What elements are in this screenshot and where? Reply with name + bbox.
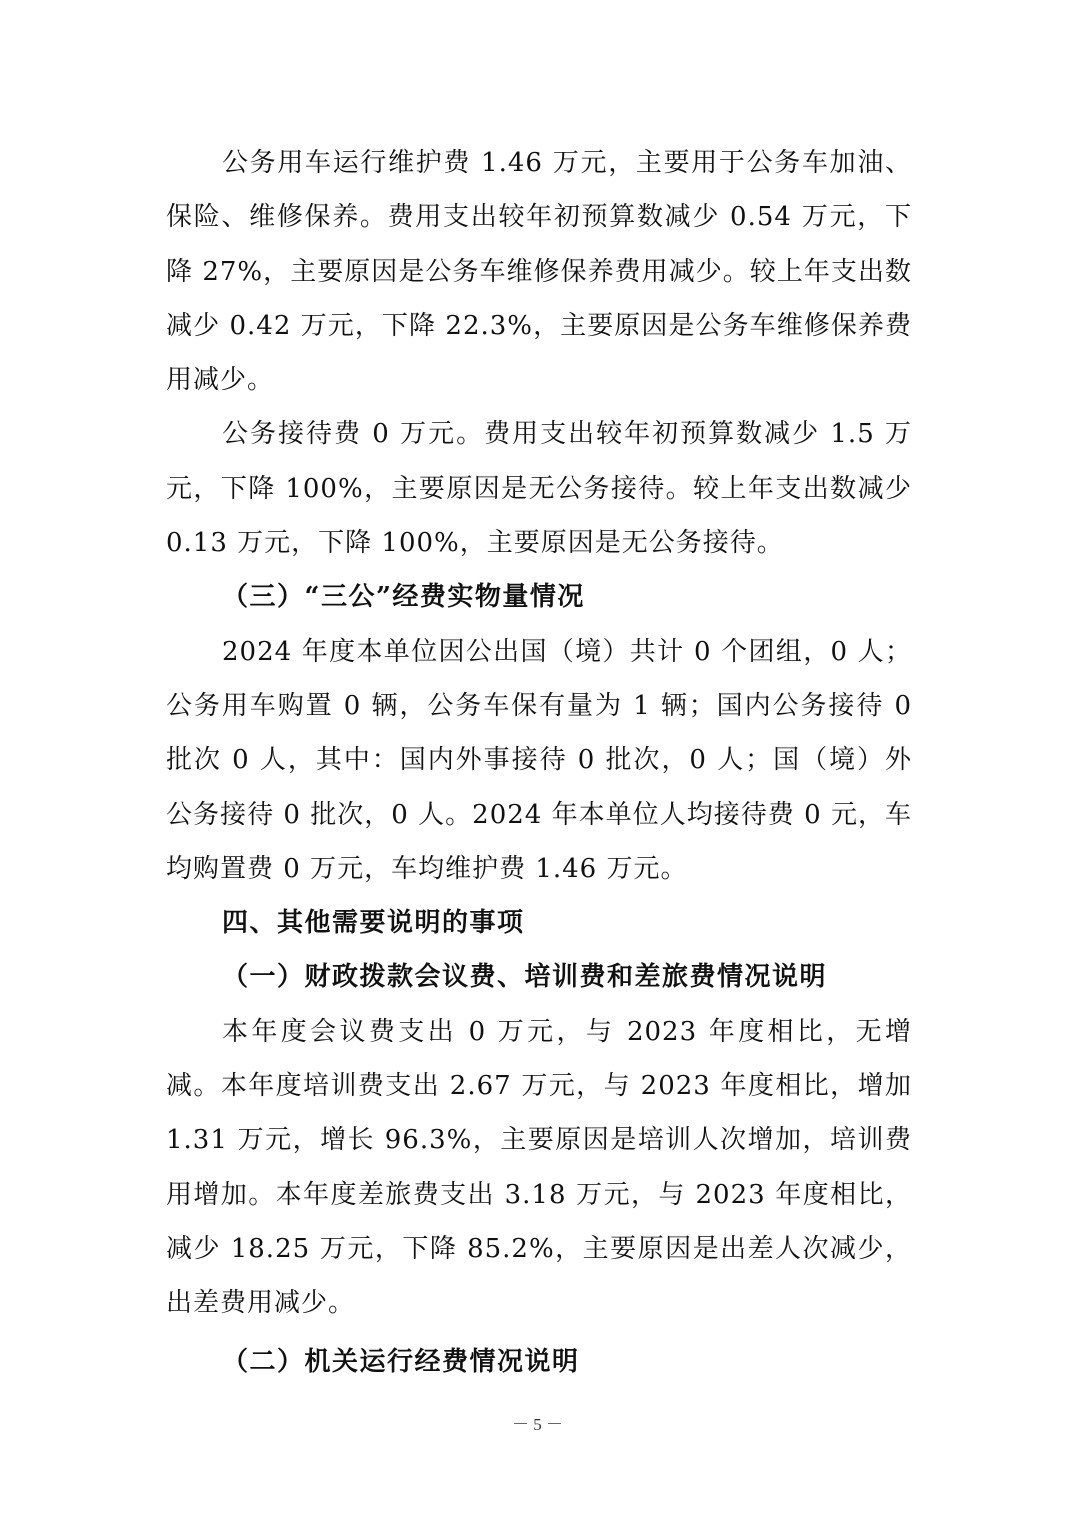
document-body <box>166 136 912 1389</box>
paragraph-physical-quantities: 2024 年度本单位因公出国（境）共计 0 个团组，0 人；公务用车购置 0 辆，公务车保有量为 1 辆；国内公务接待 0 批次 0 人，其中：国内外事接待 0 批次，0 人；国（境）外公务接待 0 批次，0 人。2024 年本单位人均接待费 0 元，车均购置费 0 万元，车均维护费 1.46 万元。 <box>166 636 912 884</box>
paragraph-official-reception: 公务接待费 0 万元。费用支出较年初预算数减少 1.5 万元，下降 100%，主要原因是无公务接待。较上年支出数减少 0.13 万元，下降 100%，主要原因是无公务接待。 <box>166 419 912 559</box>
heading-three-public-physical: （三）“三公”经费实物量情况 <box>222 582 585 613</box>
paragraph-meeting-training-travel: 本年度会议费支出 0 万元，与 2023 年度相比，无增减。本年度培训费支出 2.67 万元，与 2023 年度相比，增加 1.31 万元，增长 96.3%，主要原因是培训人次增加，培训费用增加。本年度差旅费支出 3.18 万元，与 2023 年度相比，减少 18.25 万元，下降 85.2%，主要原因是出差人次减少，出差费用减少。 <box>166 1016 912 1319</box>
heading-meeting-training-travel: （一）财政拨款会议费、培训费和差旅费情况说明 <box>222 962 828 993</box>
heading-operating-expenses: （二）机关运行经费情况说明 <box>222 1346 580 1377</box>
heading-other-matters: 四、其他需要说明的事项 <box>222 908 525 939</box>
page-number: － 5 － <box>512 1415 563 1434</box>
paragraph-vehicle-maintenance: 公务用车运行维护费 1.46 万元，主要用于公务车加油、保险、维修保养。费用支出较年初预算数减少 0.54 万元，下降 27%，主要原因是公务车维修保养费用减少。较上年支出数减少 0.42 万元，下降 22.3%，主要原因是公务车维修保养费用减少。 <box>166 148 912 396</box>
